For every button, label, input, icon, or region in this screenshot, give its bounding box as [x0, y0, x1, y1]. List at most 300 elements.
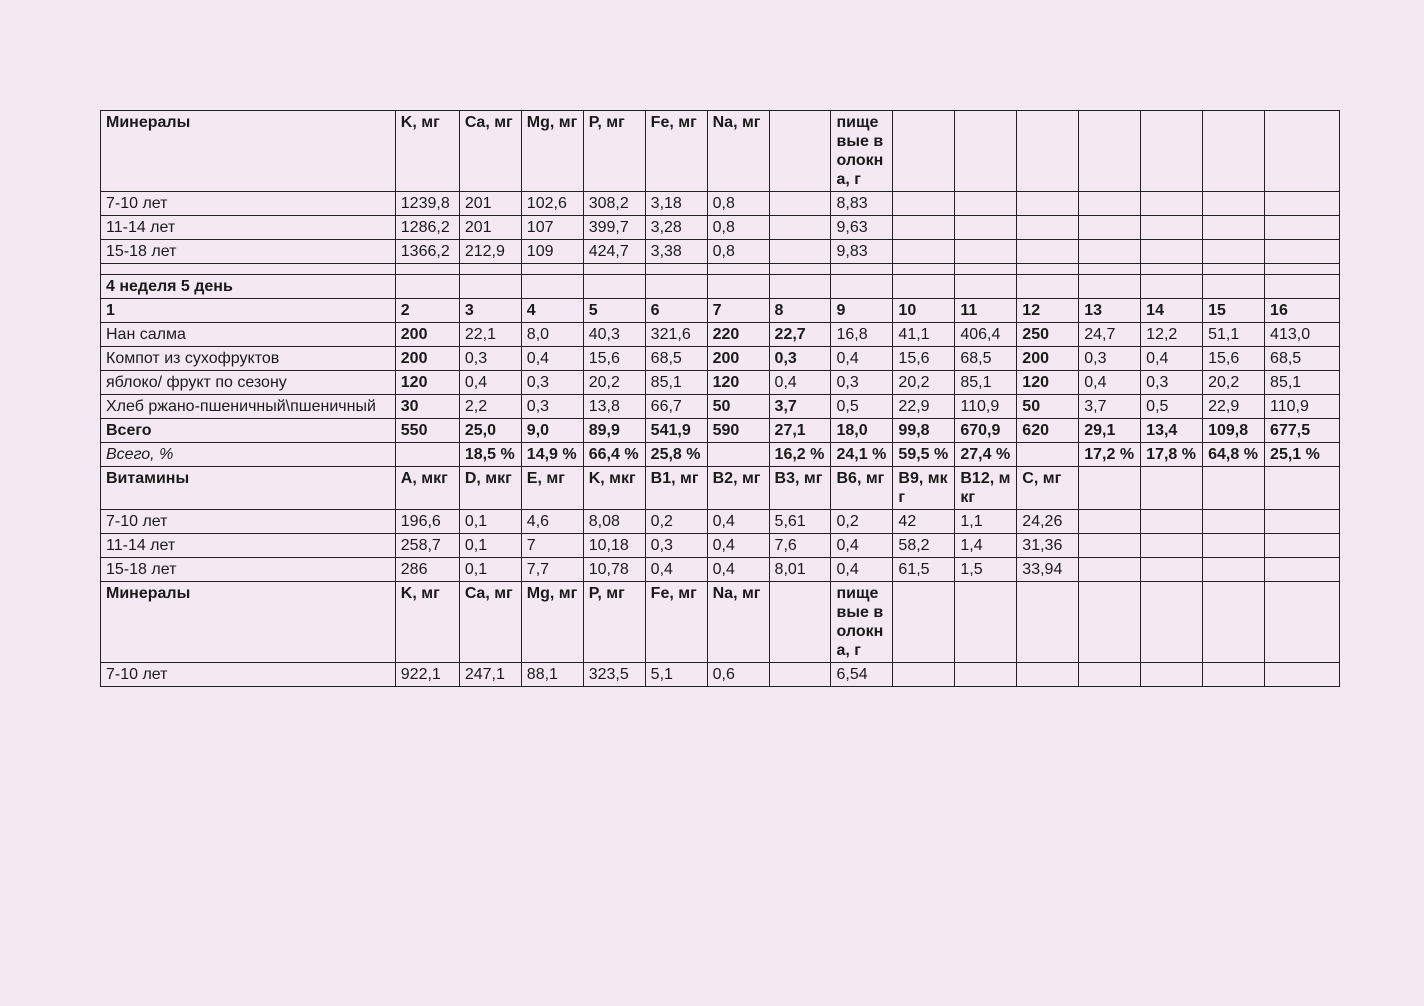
value-cell: 7,6	[769, 534, 831, 558]
value-cell: 0,4	[707, 534, 769, 558]
table-cell	[831, 275, 893, 299]
nutrition-table-sheet	[100, 110, 1340, 687]
dish-name: Хлеб ржано-пшеничный\пшеничный	[101, 395, 396, 419]
value-cell	[769, 240, 831, 264]
value-cell: 200	[707, 347, 769, 371]
value-cell: 68,5	[645, 347, 707, 371]
value-cell: 41,1	[893, 323, 955, 347]
value-cell: 50	[707, 395, 769, 419]
value-cell: 15,6	[1203, 347, 1265, 371]
total-value: 9,0	[521, 419, 583, 443]
column-header: Mg, мг	[521, 111, 583, 192]
value-cell: 0,4	[521, 347, 583, 371]
table-cell	[769, 264, 831, 275]
age-group-label: 11-14 лет	[101, 534, 396, 558]
value-cell: 68,5	[1265, 347, 1340, 371]
table-cell	[1141, 216, 1203, 240]
value-cell: 20,2	[1203, 371, 1265, 395]
table-cell	[1203, 111, 1265, 192]
column-header: Ca, мг	[459, 111, 521, 192]
table-cell	[1079, 534, 1141, 558]
table-cell	[521, 264, 583, 275]
table-cell	[1203, 510, 1265, 534]
table-cell	[1079, 582, 1141, 663]
value-cell: 308,2	[583, 192, 645, 216]
menu-item-row	[101, 323, 1340, 347]
percent-value: 64,8 %	[1203, 443, 1265, 467]
day-title-row	[101, 275, 1340, 299]
age-group-label: 11-14 лет	[101, 216, 396, 240]
value-cell: 9,83	[831, 240, 893, 264]
table-cell	[1079, 467, 1141, 510]
table-cell	[1203, 275, 1265, 299]
value-cell: 0,2	[645, 510, 707, 534]
value-cell: 0,4	[707, 510, 769, 534]
column-header: Na, мг	[707, 582, 769, 663]
table-cell	[955, 663, 1017, 687]
percent-value: 24,1 %	[831, 443, 893, 467]
column-number: 11	[955, 299, 1017, 323]
table-cell	[1141, 534, 1203, 558]
value-cell: 1366,2	[395, 240, 459, 264]
minerals-data-row	[101, 240, 1340, 264]
table-cell	[893, 275, 955, 299]
column-number: 10	[893, 299, 955, 323]
value-cell: 24,26	[1017, 510, 1079, 534]
value-cell: 7,7	[521, 558, 583, 582]
table-cell	[893, 216, 955, 240]
table-cell	[1265, 534, 1340, 558]
value-cell: 399,7	[583, 216, 645, 240]
value-cell: 85,1	[955, 371, 1017, 395]
percent-value: 17,2 %	[1079, 443, 1141, 467]
value-cell: 24,7	[1079, 323, 1141, 347]
table-cell	[893, 240, 955, 264]
value-cell: 0,3	[1079, 347, 1141, 371]
table-cell	[1079, 510, 1141, 534]
table-cell	[1017, 216, 1079, 240]
total-percent-row	[101, 443, 1340, 467]
table-cell	[1203, 192, 1265, 216]
column-number: 2	[395, 299, 459, 323]
vitamins-data-row	[101, 558, 1340, 582]
table-cell	[1203, 558, 1265, 582]
value-cell: 3,38	[645, 240, 707, 264]
dish-name: яблоко/ фрукт по сезону	[101, 371, 396, 395]
table-cell	[1265, 510, 1340, 534]
table-cell	[1141, 192, 1203, 216]
table-cell	[1079, 275, 1141, 299]
column-number: 12	[1017, 299, 1079, 323]
table-cell	[1017, 192, 1079, 216]
table-cell	[1017, 264, 1079, 275]
value-cell: 20,2	[893, 371, 955, 395]
value-cell: 22,9	[1203, 395, 1265, 419]
value-cell: 0,4	[1141, 347, 1203, 371]
vitamins-data-row	[101, 510, 1340, 534]
value-cell: 1,4	[955, 534, 1017, 558]
value-cell: 0,4	[707, 558, 769, 582]
value-cell: 3,7	[769, 395, 831, 419]
column-number-row	[101, 299, 1340, 323]
column-header: B1, мг	[645, 467, 707, 510]
column-header: Mg, мг	[521, 582, 583, 663]
value-cell: 66,7	[645, 395, 707, 419]
table-cell	[893, 192, 955, 216]
table-cell	[1141, 111, 1203, 192]
value-cell: 3,28	[645, 216, 707, 240]
table-cell	[955, 264, 1017, 275]
value-cell: 107	[521, 216, 583, 240]
value-cell: 0,1	[459, 534, 521, 558]
value-cell: 201	[459, 192, 521, 216]
value-cell: 4,6	[521, 510, 583, 534]
table-cell	[893, 663, 955, 687]
value-cell: 88,1	[521, 663, 583, 687]
column-number: 5	[583, 299, 645, 323]
total-value: 620	[1017, 419, 1079, 443]
column-number: 7	[707, 299, 769, 323]
column-number: 6	[645, 299, 707, 323]
table-cell	[1203, 467, 1265, 510]
value-cell: 3,7	[1079, 395, 1141, 419]
percent-value: 25,8 %	[645, 443, 707, 467]
value-cell: 85,1	[1265, 371, 1340, 395]
value-cell: 7	[521, 534, 583, 558]
column-number: 9	[831, 299, 893, 323]
total-value: 541,9	[645, 419, 707, 443]
column-header: K, мкг	[583, 467, 645, 510]
value-cell: 413,0	[1265, 323, 1340, 347]
value-cell: 110,9	[955, 395, 1017, 419]
value-cell: 50	[1017, 395, 1079, 419]
value-cell: 424,7	[583, 240, 645, 264]
table-cell	[459, 275, 521, 299]
menu-item-row	[101, 395, 1340, 419]
table-cell	[1141, 264, 1203, 275]
table-cell	[707, 275, 769, 299]
total-value: 670,9	[955, 419, 1017, 443]
value-cell: 196,6	[395, 510, 459, 534]
table-cell	[459, 264, 521, 275]
table-cell	[1203, 663, 1265, 687]
value-cell: 9,63	[831, 216, 893, 240]
value-cell: 68,5	[955, 347, 1017, 371]
value-cell: 0,4	[769, 371, 831, 395]
value-cell: 200	[395, 347, 459, 371]
percent-value: 59,5 %	[893, 443, 955, 467]
column-number: 8	[769, 299, 831, 323]
table-cell	[1265, 264, 1340, 275]
table-cell	[395, 264, 459, 275]
table-cell	[1203, 582, 1265, 663]
column-number: 14	[1141, 299, 1203, 323]
value-cell: 8,83	[831, 192, 893, 216]
value-cell: 22,7	[769, 323, 831, 347]
value-cell: 321,6	[645, 323, 707, 347]
value-cell: 8,0	[521, 323, 583, 347]
column-header: K, мг	[395, 582, 459, 663]
value-cell: 922,1	[395, 663, 459, 687]
table-cell	[1265, 240, 1340, 264]
table-cell	[1141, 582, 1203, 663]
column-header: B2, мг	[707, 467, 769, 510]
column-header: Fe, мг	[645, 582, 707, 663]
table-cell	[1079, 111, 1141, 192]
value-cell	[769, 192, 831, 216]
table-cell	[1141, 510, 1203, 534]
value-cell: 0,6	[707, 663, 769, 687]
minerals-data-row	[101, 663, 1340, 687]
vitamins-header-row	[101, 467, 1340, 510]
dish-name: Нан салма	[101, 323, 396, 347]
value-cell: 250	[1017, 323, 1079, 347]
value-cell: 109	[521, 240, 583, 264]
value-cell: 1239,8	[395, 192, 459, 216]
table-cell	[1265, 558, 1340, 582]
value-cell: 120	[1017, 371, 1079, 395]
percent-value	[1017, 443, 1079, 467]
percent-value: 14,9 %	[521, 443, 583, 467]
value-cell: 1,5	[955, 558, 1017, 582]
table-cell	[1017, 663, 1079, 687]
column-number: 16	[1265, 299, 1340, 323]
table-cell	[521, 275, 583, 299]
value-cell: 10,78	[583, 558, 645, 582]
value-cell: 0,2	[831, 510, 893, 534]
percent-value: 66,4 %	[583, 443, 645, 467]
column-number: 4	[521, 299, 583, 323]
value-cell: 58,2	[893, 534, 955, 558]
menu-item-row	[101, 371, 1340, 395]
column-header: P, мг	[583, 111, 645, 192]
table-cell	[955, 240, 1017, 264]
age-group-label: 15-18 лет	[101, 240, 396, 264]
section-title: Минералы	[101, 582, 396, 663]
value-cell: 120	[707, 371, 769, 395]
minerals-header-row	[101, 111, 1340, 192]
column-number: 15	[1203, 299, 1265, 323]
value-cell: 12,2	[1141, 323, 1203, 347]
table-cell	[1079, 663, 1141, 687]
value-cell: 0,8	[707, 192, 769, 216]
column-header: K, мг	[395, 111, 459, 192]
table-cell	[645, 275, 707, 299]
total-value: 25,0	[459, 419, 521, 443]
total-value: 89,9	[583, 419, 645, 443]
percent-value	[707, 443, 769, 467]
table-cell	[707, 264, 769, 275]
table-cell	[955, 582, 1017, 663]
percent-value: 27,4 %	[955, 443, 1017, 467]
percent-value: 16,2 %	[769, 443, 831, 467]
table-cell	[1079, 216, 1141, 240]
value-cell: 0,1	[459, 558, 521, 582]
table-cell	[1079, 240, 1141, 264]
table-cell	[955, 192, 1017, 216]
table-cell	[1265, 192, 1340, 216]
table-cell	[1265, 663, 1340, 687]
value-cell: 30	[395, 395, 459, 419]
value-cell: 22,9	[893, 395, 955, 419]
vitamins-data-row	[101, 534, 1340, 558]
total-value: 99,8	[893, 419, 955, 443]
table-cell	[893, 582, 955, 663]
value-cell: 286	[395, 558, 459, 582]
column-header	[769, 111, 831, 192]
day-title: 4 неделя 5 день	[101, 275, 396, 299]
table-cell	[1079, 192, 1141, 216]
percent-value: 18,5 %	[459, 443, 521, 467]
column-header: Ca, мг	[459, 582, 521, 663]
value-cell: 13,8	[583, 395, 645, 419]
table-cell	[955, 111, 1017, 192]
value-cell: 40,3	[583, 323, 645, 347]
value-cell: 0,4	[831, 558, 893, 582]
column-header: C, мг	[1017, 467, 1079, 510]
table-cell	[1017, 111, 1079, 192]
column-header: Fe, мг	[645, 111, 707, 192]
table-body	[101, 111, 1340, 687]
table-cell	[1017, 240, 1079, 264]
table-cell	[1141, 467, 1203, 510]
column-number: 1	[101, 299, 396, 323]
column-header: P, мг	[583, 582, 645, 663]
value-cell: 8,01	[769, 558, 831, 582]
percent-value: 25,1 %	[1265, 443, 1340, 467]
table-cell	[893, 111, 955, 192]
value-cell: 20,2	[583, 371, 645, 395]
value-cell: 5,61	[769, 510, 831, 534]
table-cell	[395, 275, 459, 299]
value-cell: 42	[893, 510, 955, 534]
column-header: пищевые волокна, г	[831, 582, 893, 663]
value-cell: 0,3	[521, 395, 583, 419]
value-cell: 212,9	[459, 240, 521, 264]
value-cell: 3,18	[645, 192, 707, 216]
total-value: 550	[395, 419, 459, 443]
value-cell: 110,9	[1265, 395, 1340, 419]
table-cell	[1017, 582, 1079, 663]
value-cell: 15,6	[893, 347, 955, 371]
table-cell	[645, 264, 707, 275]
value-cell: 6,54	[831, 663, 893, 687]
table-cell	[1141, 663, 1203, 687]
value-cell: 2,2	[459, 395, 521, 419]
value-cell: 22,1	[459, 323, 521, 347]
value-cell: 0,8	[707, 240, 769, 264]
column-header: A, мкг	[395, 467, 459, 510]
menu-item-row	[101, 347, 1340, 371]
value-cell: 0,3	[459, 347, 521, 371]
age-group-label: 15-18 лет	[101, 558, 396, 582]
value-cell	[769, 663, 831, 687]
table-cell	[1079, 558, 1141, 582]
table-cell	[769, 275, 831, 299]
column-header: B12, мкг	[955, 467, 1017, 510]
percent-value	[395, 443, 459, 467]
table-cell	[101, 264, 396, 275]
table-cell	[1203, 534, 1265, 558]
value-cell: 200	[395, 323, 459, 347]
value-cell: 1286,2	[395, 216, 459, 240]
value-cell: 0,4	[831, 347, 893, 371]
table-cell	[893, 264, 955, 275]
table-cell	[955, 275, 1017, 299]
table-cell	[1265, 582, 1340, 663]
value-cell: 0,4	[459, 371, 521, 395]
column-header: B3, мг	[769, 467, 831, 510]
column-number: 3	[459, 299, 521, 323]
column-number: 13	[1079, 299, 1141, 323]
table-cell	[1079, 264, 1141, 275]
minerals-data-row	[101, 192, 1340, 216]
value-cell: 0,5	[1141, 395, 1203, 419]
table-cell	[1141, 275, 1203, 299]
column-header: Na, мг	[707, 111, 769, 192]
value-cell: 1,1	[955, 510, 1017, 534]
table-cell	[1265, 275, 1340, 299]
value-cell: 10,18	[583, 534, 645, 558]
total-value: 677,5	[1265, 419, 1340, 443]
total-row	[101, 419, 1340, 443]
value-cell: 5,1	[645, 663, 707, 687]
value-cell: 33,94	[1017, 558, 1079, 582]
value-cell: 0,3	[769, 347, 831, 371]
total-value: 27,1	[769, 419, 831, 443]
value-cell: 0,8	[707, 216, 769, 240]
table-cell	[1017, 275, 1079, 299]
column-header: пищевые волокна, г	[831, 111, 893, 192]
table-cell	[583, 264, 645, 275]
nutrition-table	[100, 110, 1340, 687]
value-cell: 323,5	[583, 663, 645, 687]
value-cell: 15,6	[583, 347, 645, 371]
total-percent-label: Всего, %	[101, 443, 396, 467]
table-cell	[1265, 216, 1340, 240]
table-cell	[1203, 216, 1265, 240]
minerals-data-row	[101, 216, 1340, 240]
value-cell: 220	[707, 323, 769, 347]
value-cell: 120	[395, 371, 459, 395]
value-cell: 0,4	[1079, 371, 1141, 395]
column-header: B9, мкг	[893, 467, 955, 510]
total-value: 590	[707, 419, 769, 443]
section-title: Минералы	[101, 111, 396, 192]
total-value: 109,8	[1203, 419, 1265, 443]
table-cell	[1141, 558, 1203, 582]
value-cell: 0,3	[831, 371, 893, 395]
total-value: 13,4	[1141, 419, 1203, 443]
percent-value: 17,8 %	[1141, 443, 1203, 467]
value-cell: 406,4	[955, 323, 1017, 347]
value-cell: 0,3	[645, 534, 707, 558]
dish-name: Компот из сухофруктов	[101, 347, 396, 371]
value-cell: 16,8	[831, 323, 893, 347]
value-cell: 31,36	[1017, 534, 1079, 558]
value-cell: 51,1	[1203, 323, 1265, 347]
table-cell	[831, 264, 893, 275]
column-header: E, мг	[521, 467, 583, 510]
spacer-row	[101, 264, 1340, 275]
total-label: Всего	[101, 419, 396, 443]
table-cell	[955, 216, 1017, 240]
value-cell: 258,7	[395, 534, 459, 558]
table-cell	[583, 275, 645, 299]
table-cell	[1203, 264, 1265, 275]
value-cell: 0,4	[831, 534, 893, 558]
column-header: D, мкг	[459, 467, 521, 510]
